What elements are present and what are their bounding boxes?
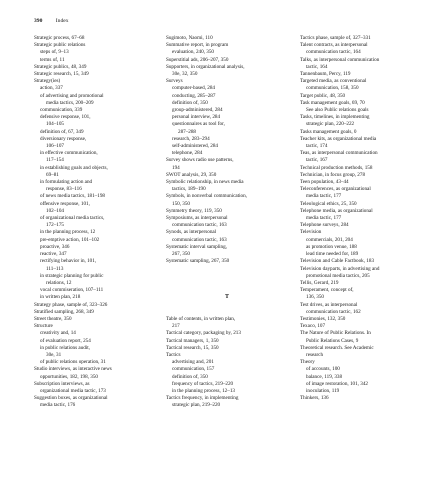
index-entry: Tactics — [166, 351, 181, 358]
index-entry: Systematic interval sampling, — [166, 243, 227, 250]
index-subentry: vocal commiseration, 107–111 — [40, 287, 104, 294]
index-subentry: communication, 158, 350 — [306, 85, 359, 92]
index-subentry: defensive response, 101, — [40, 114, 91, 121]
index-column-3 — [300, 35, 422, 402]
index-subentry: Public Relations Cases, 9 — [306, 337, 359, 344]
index-subentry: communication tactic, 162 — [306, 308, 361, 315]
index-subentry: of advertising and promotional — [40, 92, 104, 99]
index-entry: Television — [300, 229, 322, 236]
index-entry — [166, 309, 288, 316]
index-subentry: of accounts, 100 — [306, 366, 340, 373]
index-entry: Tactical managers, 1, 350 — [166, 337, 219, 344]
index-subentry: as promotion venue, 188 — [306, 243, 357, 250]
index-entry: Theoretical research. See Academic — [300, 344, 374, 351]
index-subentry: tactic, 164 — [306, 63, 328, 70]
index-subentry: 117–154 — [46, 157, 64, 164]
index-subentry: media tactics, 200–209 — [46, 99, 94, 106]
index-subentry: in public relations audit, — [40, 344, 90, 351]
index-entry: Target public, 48, 350 — [300, 92, 346, 99]
index-subentry: 104–105 — [46, 121, 64, 128]
index-subentry: definition of, 350 — [172, 373, 208, 380]
index-subentry: creativity and, 14 — [40, 330, 76, 337]
index-subentry: research, 283–294 — [172, 135, 210, 142]
index-subentry: group-administered, 284 — [172, 107, 223, 114]
index-subentry: of organizational media tactics, — [40, 215, 105, 222]
index-entry: Temperament, concept of, — [300, 287, 354, 294]
index-subentry: communication tactic, 163 — [172, 236, 227, 243]
index-subentry: action, 337 — [40, 85, 63, 92]
index-entry — [166, 273, 288, 280]
index-subentry: tactics, 189–190 — [172, 186, 206, 193]
index-subentry: 287–288 — [178, 128, 196, 135]
index-entry: Tactics phase, sample of, 327–331 — [300, 35, 371, 41]
index-subentry: diversionary response, — [40, 135, 87, 142]
index-entry: Theory — [300, 359, 315, 366]
index-entry: Sugimoto, Naomi, 110 — [166, 35, 213, 41]
index-entry: Symbolic relationship, in news media — [166, 179, 244, 186]
index-entry: Strategic process, 67–68 — [34, 35, 85, 41]
index-entry: Subscription interviews, as — [34, 380, 90, 387]
index-entry: Tellis, Gerard, 219 — [300, 279, 339, 286]
index-subentry: steps of, 9–13 — [40, 49, 69, 56]
index-subentry: opportunities, 182, 198, 350 — [40, 373, 98, 380]
index-entry — [166, 287, 288, 294]
index-subentry: proactive, 346 — [40, 243, 70, 250]
index-subentry: definition of, 67, 349 — [40, 128, 84, 135]
index-entry: Tactics frequency, in implementing — [166, 395, 239, 402]
index-subentry: 217 — [172, 323, 180, 330]
index-entry: Symposiums, as interpersonal — [166, 215, 228, 222]
index-subentry: strategic plan, 219–220 — [172, 402, 221, 409]
index-subentry: strategic plan, 220–222 — [306, 121, 355, 128]
index-entry: Television dayparts, in advertising and — [300, 265, 380, 272]
index-subentry: personal interview, 284 — [172, 114, 221, 121]
index-subentry: frequency of tactics, 219–220 — [172, 380, 234, 387]
index-entry: Superstitial ads, 206–207, 350 — [166, 56, 229, 63]
index-subentry: questionnaires as tool for, — [172, 121, 225, 128]
index-subentry: communication, 339 — [40, 107, 83, 114]
index-entry: Stratified sampling, 268, 349 — [34, 308, 94, 315]
index-subentry: 106–107 — [46, 143, 64, 150]
page-header — [34, 18, 69, 24]
index-entry: The Nature of Public Relations. In — [300, 330, 371, 337]
index-entry: Street theatre, 350 — [34, 315, 72, 322]
index-entry: Task management goals, 69, 70 — [300, 99, 365, 106]
index-entry: Telephone media, as organizational — [300, 207, 373, 214]
index-entry: Suggestion boxes, as organizational — [34, 395, 108, 402]
index-subentry: See also Public relations goals — [306, 107, 369, 114]
index-subentry: conducting, 285–287 — [172, 92, 216, 99]
index-subentry: rectifying behavior in, 101, — [40, 258, 97, 265]
index-subentry: response, 83–116 — [46, 186, 82, 193]
index-subentry: self-administered, 284 — [172, 143, 218, 150]
index-subentry: communication tactic, 164 — [306, 49, 361, 56]
index-entry: Telephone surveys, 284 — [300, 222, 349, 229]
index-subentry: in strategic planning for public — [40, 272, 104, 279]
index-entry: Strategic public relations — [34, 42, 86, 49]
index-entry: Teen population, 43–44 — [300, 179, 349, 186]
index-subentry: offensive response, 101, — [40, 200, 90, 207]
index-entry: Summative report, in program — [166, 42, 229, 49]
index-subentry: relations, 12 — [46, 279, 72, 286]
index-subentry: in the planning process, 12 — [40, 229, 96, 236]
index-subentry: of public relations operation, 31 — [40, 359, 106, 366]
index-entry: Tactical category, packaging by, 213 — [166, 330, 241, 337]
index-entry: Studio interviews, as interactive news — [34, 366, 112, 373]
index-entry: Teas, as interpersonal communication — [300, 150, 378, 157]
index-subentry: in written plan, 218 — [40, 294, 81, 301]
index-subentry: 150, 350 — [172, 200, 190, 207]
index-subentry: balance, 119, 338 — [306, 373, 343, 380]
index-entry: Teleconferences, as organizational — [300, 186, 371, 193]
index-subentry: definition of, 350 — [172, 99, 208, 106]
index-entry: Surveys — [166, 78, 183, 85]
index-entry: Tasks, timelines, in implementing — [300, 114, 370, 121]
index-subentry: media tactic, 177 — [306, 215, 342, 222]
index-entry: Tannenbaum, Percy, 119 — [300, 71, 351, 78]
index-entry: Talks, as interpersonal communication — [300, 56, 380, 63]
index-subentry: communication tactic, 163 — [172, 222, 227, 229]
index-subentry: 194 — [172, 164, 180, 171]
index-subentry: in formulating action and — [40, 179, 93, 186]
index-entry: Table of contents, in written plan, — [166, 315, 236, 322]
index-entry: Talent contracts, as interpersonal — [300, 42, 368, 49]
index-entry: Technician, in focus group, 278 — [300, 171, 366, 178]
index-subentry: reactive, 347 — [40, 251, 67, 258]
index-subentry: in effective communication, — [40, 150, 98, 157]
index-entry: SWOT analysis, 29, 350 — [166, 171, 217, 178]
index-subentry: of news media tactics, 181–198 — [40, 193, 105, 200]
index-entry — [166, 266, 288, 273]
index-entry: Teacher kits, as organizational media — [300, 135, 377, 142]
index-subentry: 102–104 — [46, 207, 64, 214]
index-entry: Television and Cable Factbook, 183 — [300, 258, 375, 265]
index-subentry: in the planning process, 12–13 — [172, 387, 235, 394]
index-subentry: evaluation, 240, 350 — [172, 49, 214, 56]
index-subentry: 111–113 — [46, 265, 64, 272]
index-subentry: inoculation, 119 — [306, 387, 340, 394]
index-entry: Strategy phase, sample of, 323–326 — [34, 301, 108, 308]
index-entry: Strategy(ies) — [34, 78, 61, 85]
index-column-1 — [34, 35, 156, 410]
index-entry: Supporters, in organizational analysis, — [166, 63, 245, 70]
index-subentry: organizational media tactic, 173 — [40, 387, 106, 394]
index-entry: Tasks management goals, 0 — [300, 128, 357, 135]
index-entry: Thinkers, 136 — [300, 395, 329, 402]
index-subentry: 267, 350 — [172, 251, 190, 258]
index-subentry: media tactic, 177 — [306, 193, 342, 200]
index-subentry: advertising and, 201 — [172, 359, 214, 366]
index-subentry: promotional media tactics, 205 — [306, 272, 370, 279]
index-subentry: computer-based, 284 — [172, 85, 216, 92]
index-entry: Symbols, in nonverbal communication, — [166, 193, 247, 200]
index-entry: Technical production methods, 158 — [300, 164, 373, 171]
index-column-2 — [166, 35, 288, 410]
index-entry: Strategic publics, 48, 349 — [34, 63, 87, 70]
section-letter: T — [224, 294, 229, 301]
index-entry: Testimonies, 132, 350 — [300, 315, 346, 322]
index-entry — [166, 302, 288, 309]
index-subentry: 30e, 32, 350 — [172, 71, 198, 78]
index-subentry: tactic, 174 — [306, 143, 328, 150]
running-title: Index — [55, 18, 69, 24]
index-entry: Synods, as interpersonal — [166, 229, 217, 236]
index-subentry: in establishing goals and objects, — [40, 164, 108, 171]
index-subentry: terms of, 11 — [40, 56, 65, 63]
index-subentry: 69–81 — [46, 171, 59, 178]
index-subentry: telephone, 284 — [172, 150, 203, 157]
index-subentry: of evaluation report, 254 — [40, 337, 91, 344]
index-entry: Texaco, 107 — [300, 323, 326, 330]
index-columns — [34, 35, 426, 475]
index-entry: Systematic sampling, 267, 350 — [166, 258, 230, 265]
index-subentry: commercials, 201, 204 — [306, 236, 353, 243]
index-entry: Survey shows radio use patterns, — [166, 157, 234, 164]
index-entry: Test drives, as interpersonal — [300, 301, 358, 308]
index-entry: Tactical research, 15, 350 — [166, 344, 219, 351]
index-subentry: media tactic, 176 — [40, 402, 76, 409]
index-subentry: tactic, 167 — [306, 157, 328, 164]
index-entry: Structure — [34, 323, 53, 330]
index-subentry: of image restoration, 101, 342 — [306, 380, 368, 387]
index-entry: Teleological ethics, 25, 350 — [300, 200, 357, 207]
page-number: 390 — [34, 18, 43, 24]
index-subentry: pre-emptive action, 101–102 — [40, 236, 100, 243]
index-entry — [166, 280, 288, 287]
index-entry: Symmetry theory, 119, 350 — [166, 207, 222, 214]
index-subentry: 30e, 31 — [46, 351, 62, 358]
index-subentry: lead time needed for, 189 — [306, 251, 359, 258]
index-subentry: research — [306, 351, 324, 358]
index-entry: Strategic research, 15, 349 — [34, 71, 89, 78]
index-subentry: communication, 157 — [172, 366, 215, 373]
index-subentry: 172–175 — [46, 222, 64, 229]
index-subentry: 136, 350 — [306, 294, 324, 301]
index-entry: Targeted media, as conventional — [300, 78, 367, 85]
